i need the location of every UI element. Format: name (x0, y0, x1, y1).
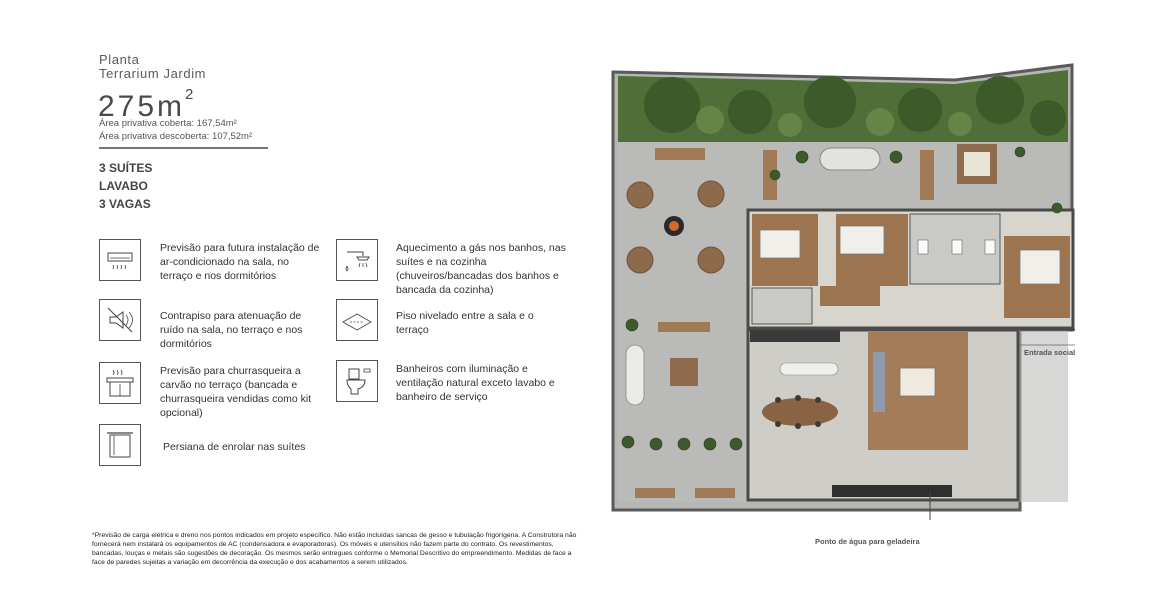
dining-table (762, 398, 838, 426)
area-value: 275m (98, 90, 186, 123)
amenity-text-barbecue: Previsão para churrasqueira a carvão no terraço (bancada e churrasqueira vendidas como kit opcional) (160, 365, 312, 419)
disclaimer-footnote: *Previsão de carga elétrica e dreno nos pontos indicados em projeto específico. Não estão incluídas sancas de gesso e tubulação frigorígena. A Construtora não fornecerá nem instalará os equipamentos de AC (condensadora e evaporadoras). Os móveis e utensílios não fazem parte do contrato. Os revestimentos, bancadas, louças e metais são sugestões de decoração. Os mesmos serão entregues conforme o Memorial Descritivo do empreendimento. Medidas de face a face de paredes sujeitas a variação em decorrência da execução e dos acabamentos a serem utilizados. (92, 532, 577, 566)
entrance-label: Entrada social (1024, 348, 1076, 357)
kitchen-counter (750, 330, 840, 342)
area-unit-sup: 2 (185, 86, 194, 103)
amenity-text-level: Piso nivelado entre a sala e o terraço (396, 310, 534, 336)
feature-suites: 3 SUÍTES (99, 161, 153, 175)
title-divider (99, 147, 268, 149)
feature-lavabo: LAVABO (99, 179, 148, 193)
level-floor-icon (336, 299, 378, 341)
air-conditioner-icon (99, 239, 141, 281)
water-point-label: Ponto de água para geladeira (815, 537, 920, 546)
noise-reduction-icon (99, 299, 141, 341)
barbecue-icon (99, 362, 141, 404)
toilet-icon (336, 360, 378, 402)
plan-label: Planta (99, 52, 140, 67)
amenity-text-noise: Contrapiso para atenuação de ruído na sala, no terraço e nos dormitórios (160, 310, 303, 350)
gas-heating-icon (336, 239, 378, 281)
amenity-text-bathroom: Banheiros com iluminação e ventilação natural exceto lavabo e banheiro de serviço (396, 363, 555, 403)
amenity-text-ac: Previsão para futura instalação de ar-condicionado na sala, no terraço e nos dormitórios (160, 242, 320, 282)
amenity-text-blind: Persiana de enrolar nas suítes (163, 441, 306, 453)
feature-parking: 3 VAGAS (99, 197, 151, 211)
covered-area: Área privativa coberta: 167,54m² (99, 118, 237, 129)
sofa (873, 352, 885, 412)
unit-name: Terrarium Jardim (99, 66, 207, 81)
amenity-text-gas: Aquecimento a gás nos banhos, nas suítes e na cozinha (chuveiros/bancadas dos banhos e bancada da cozinha) (396, 242, 566, 296)
roller-blind-icon (99, 424, 141, 466)
uncovered-area: Área privativa descoberta: 107,52m² (99, 131, 253, 142)
floor-plan (600, 60, 1090, 520)
